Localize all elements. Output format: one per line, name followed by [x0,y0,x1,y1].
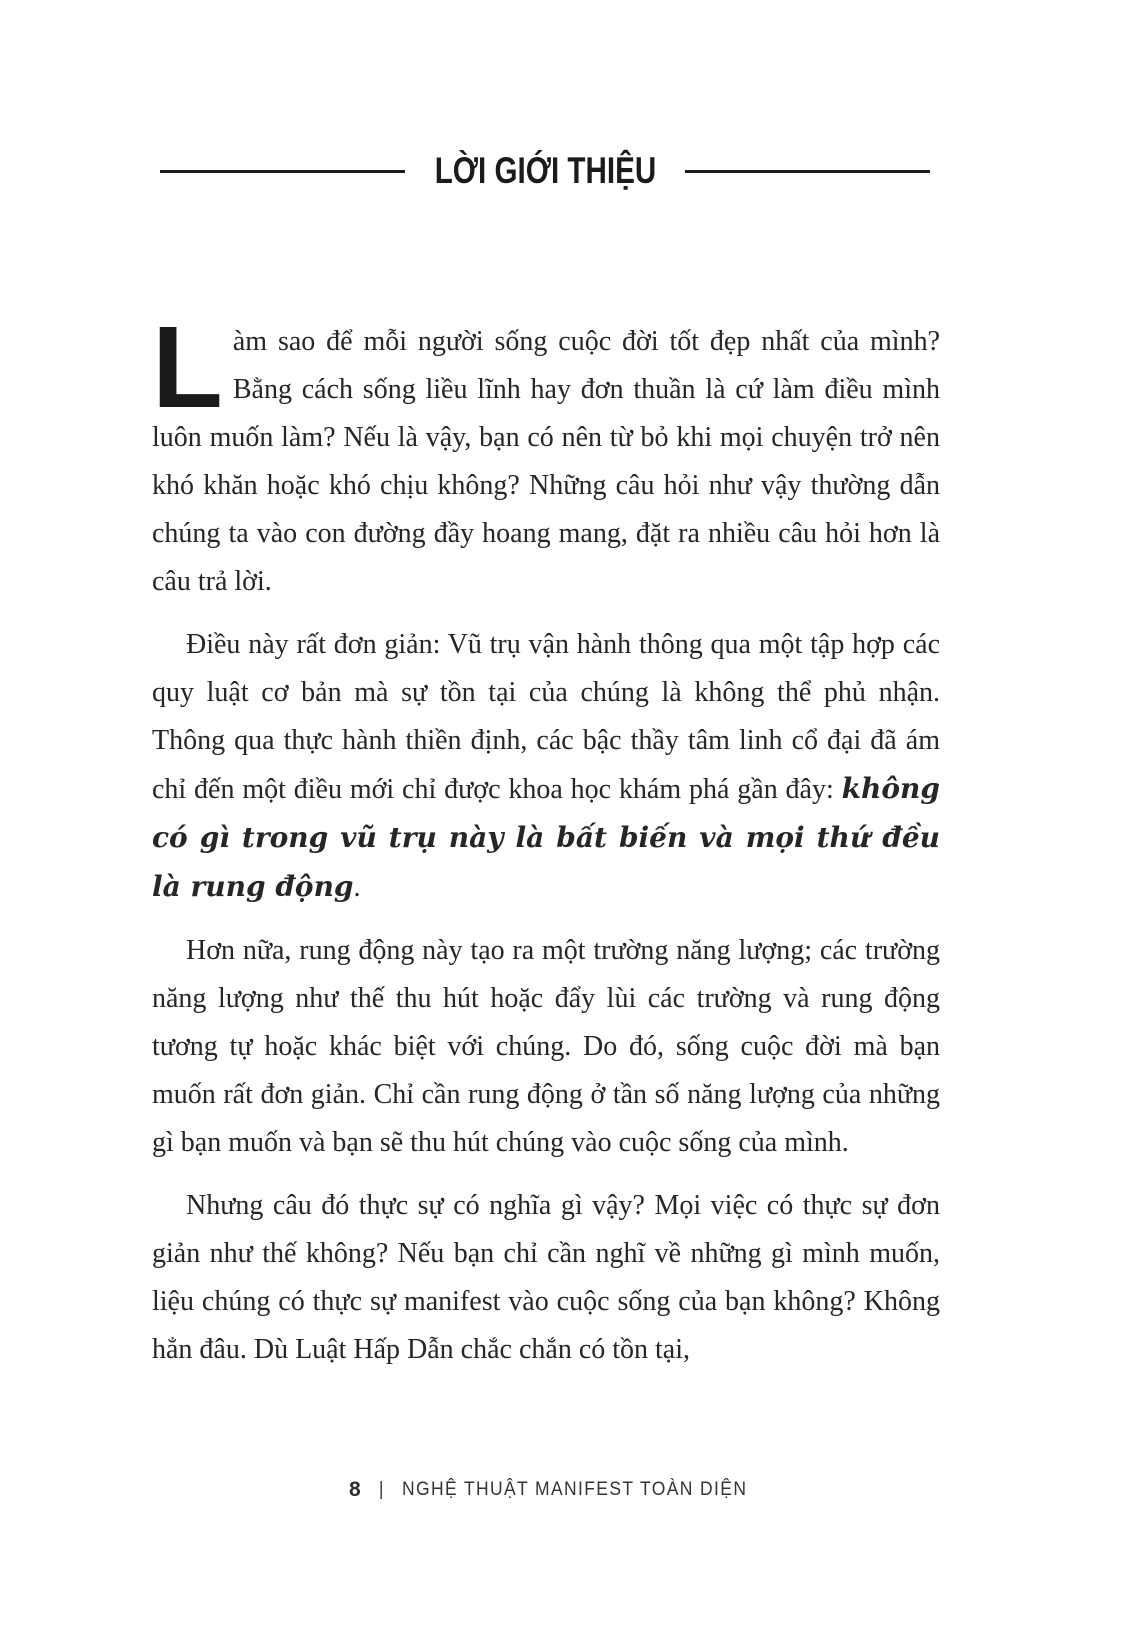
page-number: 8 [349,1478,361,1501]
paragraph-2-emphasis: không có gì trong vũ trụ này là bất biến và mọi thứ đều là rung động [152,772,940,903]
chapter-header [160,150,930,192]
chapter-title: LỜI GIỚI THIỆU [434,150,656,191]
paragraph-1-text: àm sao để mỗi người sống cuộc đời tốt đẹp nhất của mình? Bằng cách sống liều lĩnh hay đơn thuần là cứ làm điều mình luôn muốn làm? Nếu là vậy, bạn có nên từ bỏ khi mọi chuyện trở nên khó khăn hoặc khó chịu không? Những câu hỏi như vậy thường dẫn chúng ta vào con đường đầy hoang mang, đặt ra nhiều câu hỏi hơn là câu trả lời. [152,326,940,597]
paragraph-2 [152,621,940,912]
header-rule-left [160,170,405,173]
paragraph-3 [152,927,940,1167]
page-footer [0,1478,1126,1502]
body-text [152,302,940,1389]
footer-separator: | [378,1479,384,1500]
dropcap-letter: L [152,302,223,432]
book-title: NGHỆ THUẬT MANIFEST TOÀN DIỆN [401,1479,747,1500]
paragraph-1 [152,302,940,606]
paragraph-4-text: Nhưng câu đó thực sự có nghĩa gì vậy? Mọi việc có thực sự đơn giản như thế không? Nếu bạn chỉ cần nghĩ về những gì mình muốn, liệu chúng có thực sự manifest vào cuộc sống của bạn không? Không hẳn đâu. Dù Luật Hấp Dẫn chắc chắn có tồn tại, [152,1190,940,1365]
paragraph-4 [152,1182,940,1374]
header-rule-right [685,170,930,173]
paragraph-2-lead: Điều này rất đơn giản: Vũ trụ vận hành thông qua một tập hợp các quy luật cơ bản mà sự tồn tại của chúng là không thể phủ nhận. Thông qua thực hành thiền định, các bậc thầy tâm linh cổ đại đã ám chỉ đến một điều mới chỉ được khoa học khám phá gần đây: [152,629,940,805]
paragraph-2-tail: . [353,872,361,903]
paragraph-3-text: Hơn nữa, rung động này tạo ra một trường năng lượng; các trường năng lượng như thế thu hút hoặc đẩy lùi các trường và rung động tương tự hoặc khác biệt với chúng. Do đó, sống cuộc đời mà bạn muốn rất đơn giản. Chỉ cần rung động ở tần số năng lượng của những gì bạn muốn và bạn sẽ thu hút chúng vào cuộc sống của mình. [152,935,940,1158]
